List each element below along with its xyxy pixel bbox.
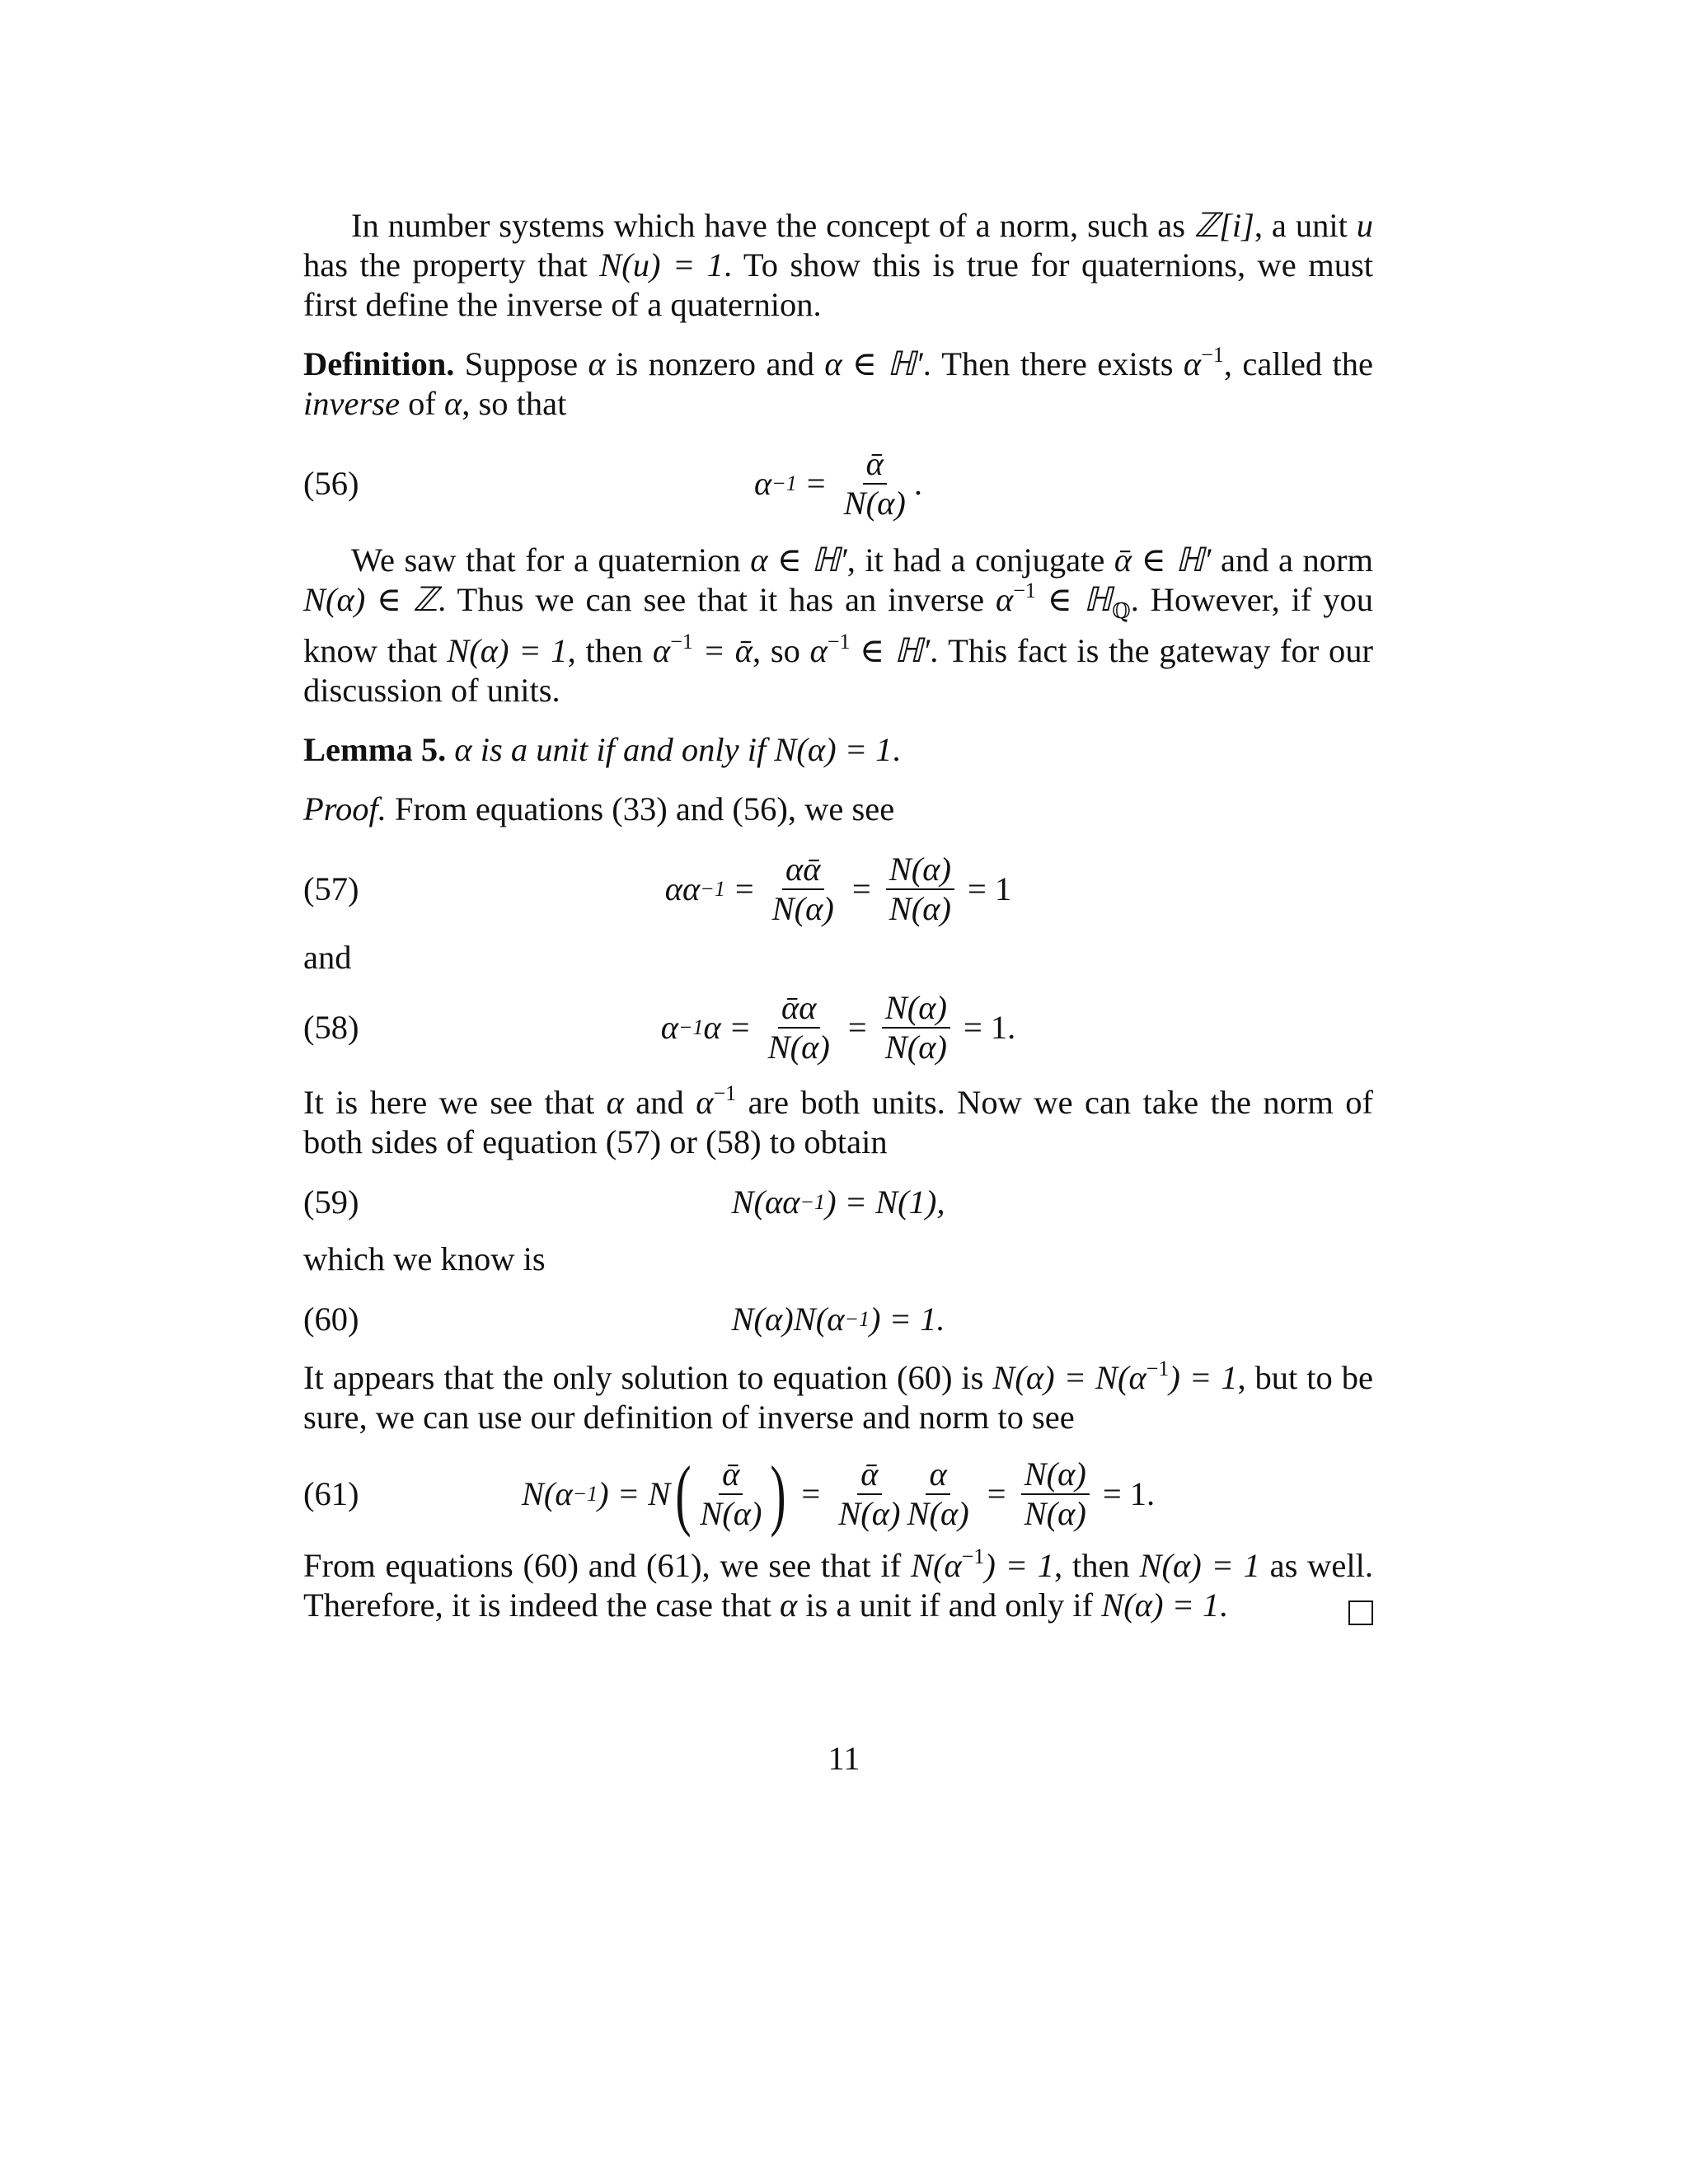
text-fragment: N(α) = 1 — [447, 632, 568, 670]
text-fragment: α — [606, 1084, 624, 1122]
text-fragment: αᾱ — [782, 851, 824, 890]
lemma-5 — [303, 730, 1373, 770]
text-fragment: . — [1219, 1586, 1228, 1624]
text-fragment: . This fact is the gateway for our discussion of units. — [303, 632, 1373, 710]
text-fragment: N(α) — [884, 1029, 947, 1066]
text-fragment: −1 — [1146, 1357, 1170, 1381]
math: α — [588, 345, 606, 382]
text-fragment: −1 — [827, 630, 851, 654]
text-fragment: N(α) — [843, 485, 906, 522]
text-fragment: = 1 — [968, 870, 1012, 908]
text-fragment: , but to be sure, we can use our definition of inverse and norm to see — [303, 1359, 1374, 1436]
text-fragment: −1 — [961, 1544, 985, 1569]
equation-number: (61) — [303, 1475, 359, 1513]
text-fragment: −1 — [1013, 579, 1036, 602]
text-and: and — [303, 939, 352, 977]
lemma-statement: α is a unit if and only if — [446, 731, 775, 769]
text-fragment: αα — [664, 870, 701, 908]
text: , so that — [462, 385, 567, 422]
proof-label: Proof. — [303, 790, 387, 828]
definition-inverse — [303, 344, 1373, 424]
text-fragment: ᾱα — [778, 989, 820, 1029]
text-fragment: ∈ ℍ — [1035, 581, 1113, 618]
text-fragment: From equations (60) and (61), we see that if — [303, 1547, 911, 1585]
equation-number: (59) — [303, 1183, 359, 1221]
equation-number: (60) — [303, 1301, 359, 1338]
math: ℤ[i] — [1193, 207, 1254, 244]
emphasis: inverse — [303, 385, 400, 422]
text-fragment: α — [696, 1084, 714, 1122]
text-fragment: ᾱ — [863, 445, 887, 485]
page-body — [303, 206, 1373, 1625]
text-fragment: are both units. Now we can take the norm of both sides of equation (57) or (58) to obtain — [303, 1084, 1373, 1161]
math: α — [753, 465, 772, 502]
text-fragment: . — [913, 465, 923, 502]
text-fragment: , it had a conjugate — [846, 541, 1114, 579]
text-fragment: = ᾱ — [692, 632, 753, 670]
text-fragment: α — [926, 1455, 950, 1495]
math: α — [1183, 345, 1202, 382]
text-fragment: N(α) — [838, 1495, 901, 1533]
text-fragment: , then — [567, 632, 653, 670]
text-fragment: N(αα — [731, 1183, 800, 1221]
equation-60: (60) N(α)N(α −1 ) = 1. — [303, 1301, 945, 1338]
math: α ∈ ℍ′ — [824, 345, 923, 382]
text-fragment: ) = N — [598, 1475, 671, 1513]
equation-59: (59) N(αα −1 ) = N(1), — [303, 1183, 945, 1221]
text-fragment: ) = 1. — [870, 1301, 945, 1338]
text: , a unit — [1254, 207, 1357, 244]
text: , called the — [1223, 345, 1373, 382]
equation-61: (61) N(α −1 ) = N ( $\frac{\text{ᾱ}}{N(\alpha)}$ ) = $\frac{\text{ᾱ}}{N(\alpha)}$ $\frac{\alpha}{N(\alpha)}$ = $\frac{N(\alpha)}{N(\alpha)}$ = 1. — [303, 1450, 1156, 1539]
text-fragment: α — [652, 632, 671, 670]
text: has the property that — [303, 246, 600, 284]
text-fragment: ) = 1 — [1169, 1359, 1238, 1397]
text-fragment: N(α — [521, 1475, 573, 1513]
text-fragment: ℚ — [1112, 599, 1131, 624]
equation-number: (57) — [303, 870, 359, 908]
text-fragment: It is here we see that — [303, 1084, 607, 1122]
text-fragment: N(α) — [889, 890, 952, 928]
text-fragment: is a unit if and only if — [797, 1586, 1102, 1624]
text-fragment: and — [623, 1084, 696, 1122]
text-fragment: −1 — [670, 630, 693, 654]
equation-number: (56) — [303, 465, 359, 502]
text-fragment: ) = N(1), — [825, 1183, 945, 1221]
text-fragment: = 1. — [1102, 1475, 1156, 1513]
text-fragment: as well. Therefore, it is indeed the case that — [303, 1547, 1374, 1624]
text-fragment: ᾱ — [857, 1455, 881, 1495]
text-fragment: N(α) = 1 — [774, 731, 893, 769]
text: of — [399, 385, 444, 422]
text-fragment: and a norm — [1211, 541, 1373, 579]
text-fragment: −1 — [713, 1081, 737, 1106]
text-fragment: N(α) ∈ ℤ — [303, 581, 438, 618]
math: α — [443, 385, 462, 422]
text-fragment: N(α) — [882, 989, 950, 1029]
text: . To show this is true for quaternions, we must first define the inverse of a quaternion. — [303, 246, 1373, 323]
text-fragment: α — [996, 581, 1014, 618]
text-which: which we know is — [303, 1240, 546, 1278]
text-fragment: ᾱ ∈ ℍ′ — [1114, 541, 1212, 579]
text-fragment: , then — [1054, 1547, 1140, 1585]
qed-square-icon — [1348, 1601, 1373, 1625]
page-number: 11 — [828, 1740, 860, 1777]
equation-57: (57) αα −1 = $\frac{\text{αᾱ}}{N(\alpha)}$ = $\frac{N(\alpha)}{N(\alpha)}$ = 1 — [303, 851, 1012, 928]
proof-start — [303, 790, 1373, 829]
text: . Then there exists — [922, 345, 1184, 382]
text: Suppose — [454, 345, 588, 382]
text-fragment: N(α — [910, 1547, 962, 1585]
text-fragment: N(α) = 1 — [1101, 1586, 1220, 1624]
text-fragment: N(α) — [907, 1495, 969, 1533]
paragraph-norm-intro — [303, 206, 1373, 325]
fraction — [841, 445, 909, 523]
text-fragment: α — [703, 1009, 721, 1047]
text-fragment: . However, if you know that — [303, 581, 1373, 670]
text-fragment: , so — [752, 632, 810, 670]
text-fragment: α — [809, 632, 828, 670]
text-fragment: From equations (33) and (56), we see — [386, 790, 895, 828]
text-fragment: α ∈ ℍ′ — [750, 541, 847, 579]
math: N(u) = 1 — [599, 246, 724, 284]
paragraph-units — [303, 1083, 1373, 1162]
definition-label: Definition. — [303, 345, 455, 382]
paragraph-solution — [303, 1358, 1373, 1437]
text-fragment: = 1. — [963, 1009, 1016, 1047]
text-fragment: N(α)N(α — [731, 1301, 845, 1338]
equation-58: (58) α −1 α = $\frac{\text{ᾱα}}{N(\alpha)}$ = $\frac{N(\alpha)}{N(\alpha)}$ = 1. — [303, 989, 1016, 1066]
text: is nonzero and — [605, 345, 825, 382]
text-fragment: ) = 1 — [984, 1547, 1055, 1585]
equation-number: (58) — [303, 1009, 359, 1047]
text-fragment: ∈ ℍ′ — [850, 632, 931, 670]
text-fragment: ᾱ — [719, 1455, 743, 1495]
lemma-label: Lemma 5. — [303, 731, 447, 769]
paragraph-conclusion — [303, 1546, 1373, 1625]
math: u — [1356, 207, 1373, 244]
text-fragment: N(α) — [886, 851, 954, 890]
text: In number systems which have the concept of a norm, such as — [351, 207, 1194, 244]
superscript: −1 — [1201, 343, 1224, 367]
text-fragment: α — [660, 1009, 678, 1047]
text-fragment: N(α) — [700, 1495, 762, 1533]
text-fragment: N(α) — [1021, 1455, 1090, 1495]
text-fragment: N(α) — [767, 1029, 830, 1066]
text-fragment: N(α) = 1 — [1139, 1547, 1260, 1585]
text-fragment: N(α) = N(α — [992, 1359, 1146, 1397]
text-fragment: N(α) — [771, 890, 834, 928]
text-fragment: α — [780, 1586, 798, 1624]
text-fragment: We saw that for a quaternion — [351, 541, 751, 579]
paragraph-conjugate — [303, 541, 1373, 710]
text-fragment: . Thus we can see that it has an inverse — [438, 581, 996, 618]
text-fragment: . — [892, 731, 901, 769]
text-fragment: It appears that the only solution to equation (60) is — [303, 1359, 993, 1397]
text-fragment: N(α) — [1024, 1495, 1086, 1533]
equation-56: (56) α −1 = $\frac{\text{ᾱ}}{N(\alpha)}$ . — [303, 445, 923, 522]
